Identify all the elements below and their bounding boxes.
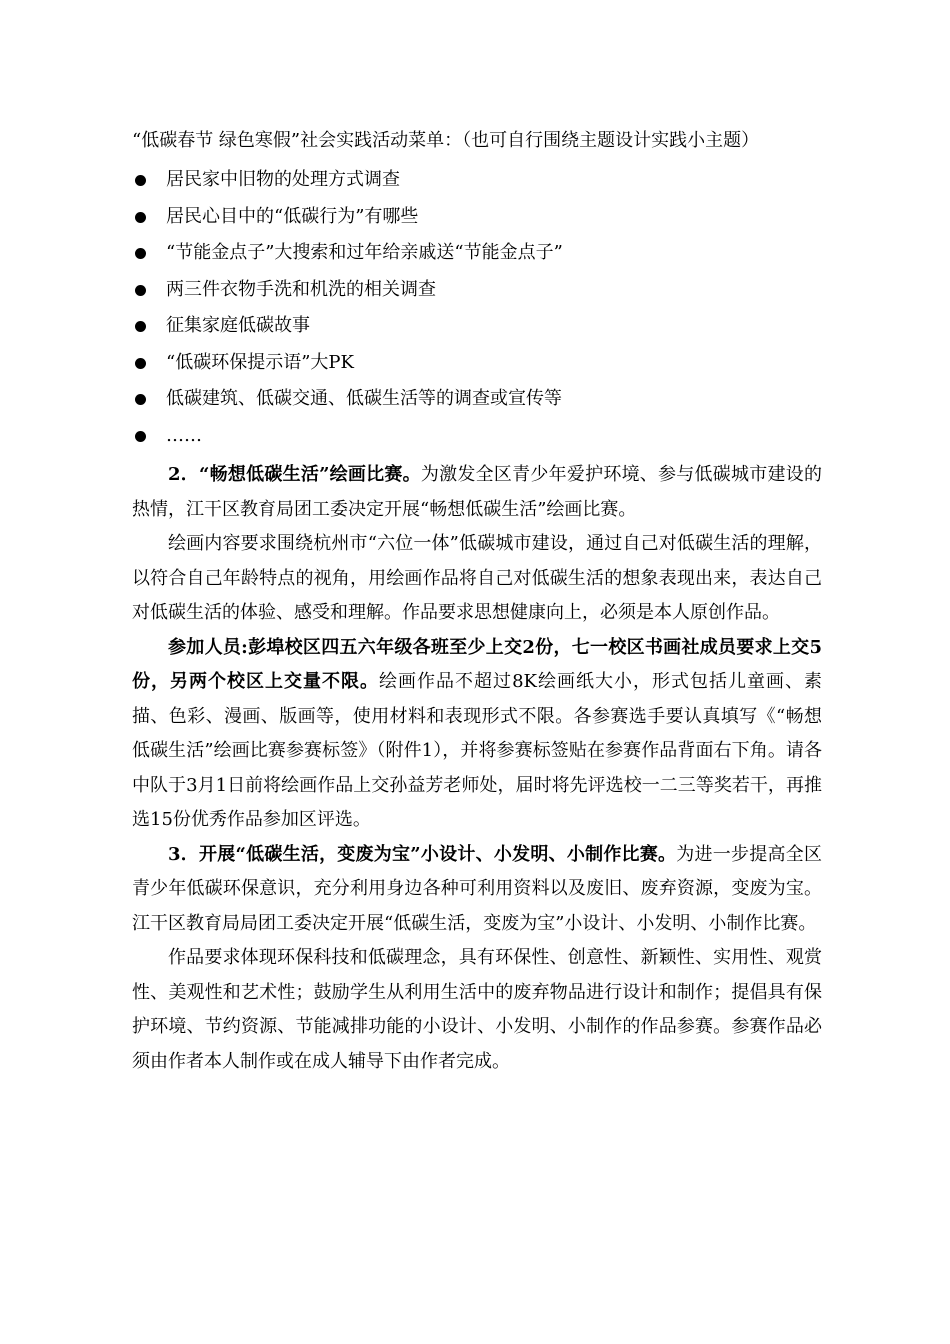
list-item [132,381,822,418]
document-body [132,124,822,1079]
section-3-paragraph [132,838,822,942]
list-item-text: “低碳环保提示语”大PK [166,351,354,373]
list-item-text: 低碳建筑、低碳交通、低碳生活等的调查或宣传等 [166,388,562,409]
section-3-intro-text: 为进一步提高全区青少年低碳环保意识，充分利用身边各种可利用资料以及废旧、废弃资源，变废为宝。江干区教育局局团工委决定开展“低碳生活，变废为宝”小设计、小发明、小制作比赛。 [132,843,823,934]
list-item [132,345,822,382]
list-item [132,235,822,272]
list-item-text: 居民家中旧物的处理方式调查 [166,169,400,190]
list-item [132,308,822,345]
bullet-icon [135,394,146,405]
bullet-icon [135,321,146,332]
bullet-icon [135,285,146,296]
activity-menu-list [132,162,822,454]
section-2-content-requirements: 绘画内容要求围绕杭州市“六位一体”低碳城市建设，通过自己对低碳生活的理解，以符合自己年龄特点的视角，用绘画作品将自己对低碳生活的想象表现出来，表达自己对低碳生活的体验、感受和理解。作品要求思想健康向上，必须是本人原创作品。 [132,533,822,623]
section-3-heading: 3．开展“低碳生活，变废为宝”小设计、小发明、小制作比赛。 [168,843,677,865]
section-2-heading: 2．“畅想低碳生活”绘画比赛。 [168,464,421,485]
section-2-participants-text: 绘画作品不超过8K绘画纸大小，形式包括儿童画、素描、色彩、漫画、版画等，使用材料和表现形式不限。各参赛选手要认真填写《“畅想低碳生活”绘画比赛参赛标签》（附件1），并将参赛标签贴在参赛作品背面右下角。请各中队于3月1日前将绘画作品上交孙益芳老师处，届时将先评选校一二三等奖若干，再推选15份优秀作品参加区评选。 [132,671,823,830]
section-2-intro-text: 为激发全区青少年爱护环境、参与低碳城市建设的热情，江干区教育局团工委决定开展“畅想低碳生活”绘画比赛。 [132,464,823,520]
section-2-participants-paragraph [132,631,822,838]
section-2-participants-bold: 参加人员:彭埠校区四五六年级各班至少上交2份，七一校区书画社成员要求上交5份，另两个校区上交量不限。 [132,636,822,692]
section-3-requirements: 作品要求体现环保科技和低碳理念，具有环保性、创意性、新颖性、实用性、观赏性、美观性和艺术性；鼓励学生从利用生活中的废弃物品进行设计和制作；提倡具有保护环境、节约资源、节能减排功能的小设计、小发明、小制作的作品参赛。参赛作品必须由作者本人制作或在成人辅导下由作者完成。 [132,947,822,1072]
bullet-icon [135,175,146,186]
list-item [132,199,822,236]
list-item [132,418,822,455]
list-item-text: 征集家庭低碳故事 [166,315,310,336]
bullet-icon [135,431,146,442]
section-2-paragraph [132,458,822,527]
list-item-text: …… [166,424,202,446]
bullet-icon [135,248,146,259]
bullet-icon [135,358,146,369]
list-item-text: “节能金点子”大搜索和过年给亲戚送“节能金点子” [166,242,563,263]
bullet-icon [135,212,146,223]
activity-menu-intro: “低碳春节 绿色寒假”社会实践活动菜单：（也可自行围绕主题设计实践小主题） [132,130,760,151]
list-item-text: 居民心目中的“低碳行为”有哪些 [166,205,419,227]
list-item [132,162,822,199]
list-item [132,272,822,309]
list-item-text: 两三件衣物手洗和机洗的相关调查 [166,278,436,300]
